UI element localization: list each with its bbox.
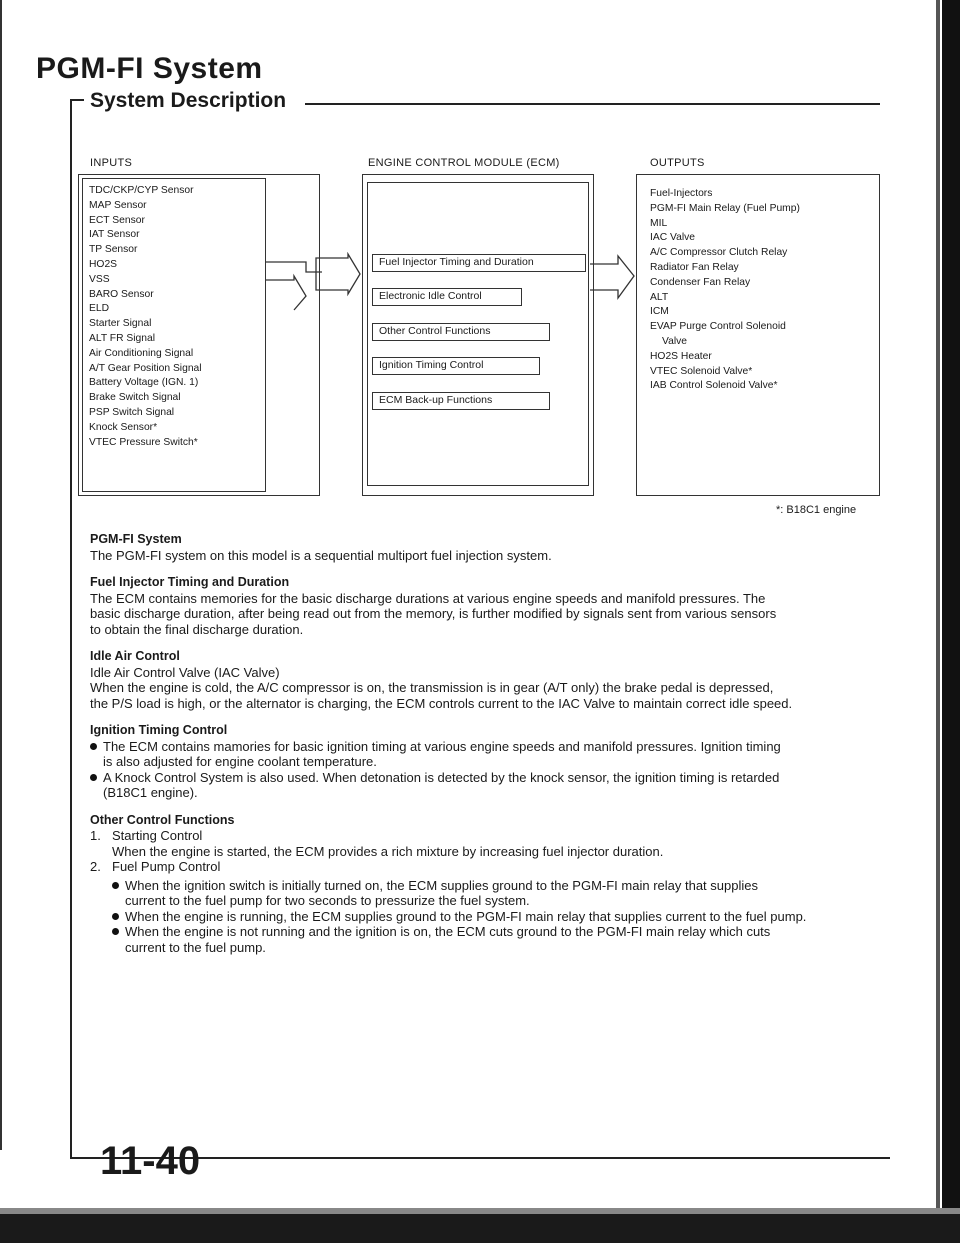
input-item: Battery Voltage (IGN. 1) [89,377,199,389]
output-item: Condenser Fan Relay [650,276,751,288]
input-item: TDC/CKP/CYP Sensor [89,185,194,196]
bullet-icon [90,774,97,781]
output-item: EVAP Purge Control Solenoid [650,321,786,333]
paragraph-fuel-2: basic discharge duration, after being read out from the memory, is further modified by signals sent from various sensors [90,606,777,621]
input-item: Knock Sensor* [89,421,158,433]
bullet-fuel-pump-3-cont: current to the fuel pump. [125,939,266,955]
page-number: 11-40 [100,1139,201,1183]
input-arrow-icon [266,252,362,312]
input-item: Brake Switch Signal [89,392,181,404]
input-item: ECT Sensor [89,214,145,226]
bullet-fuel-pump-3: When the engine is not running and the ignition is on, the ECM cuts ground to the PGM-FI main relay which cuts [90,924,880,940]
input-item: A/T Gear Position Signal [89,362,202,374]
output-item: MIL [650,217,668,229]
output-item: Fuel-Injectors [650,188,713,199]
output-item: IAC Valve [650,232,696,244]
subtitle-rule-right [305,103,880,105]
heading-fuel-injector: Fuel Injector Timing and Duration [90,575,290,589]
bottom-margin-bar [0,1214,960,1243]
output-arrow-icon [590,252,636,302]
paragraph-idle-sub: Idle Air Control Valve (IAC Valve) [90,664,280,680]
output-item: Radiator Fan Relay [650,261,739,273]
paragraph-fuel-1: The ECM contains memories for the basic discharge durations at various engine speeds and manifold pressures. The [90,590,766,606]
paragraph-fuel-3: to obtain the final discharge duration. [90,621,304,637]
outputs-label: OUTPUTS [650,157,705,169]
ecm-function-backup: ECM Back-up Functions [372,392,550,410]
input-item: TP Sensor [89,244,138,256]
subtitle-rule-left-vertical [70,99,72,1159]
paragraph-pgmfi: The PGM-FI system on this model is a sequential multiport fuel injection system. [90,547,552,563]
input-item: VTEC Pressure Switch* [89,436,198,448]
bullet-ignition-2-cont: (B18C1 engine). [103,785,198,800]
output-item: IAB Control Solenoid Valve* [650,380,778,392]
ecm-function-fuel-injector: Fuel Injector Timing and Duration [372,254,586,272]
bullet-ignition-1-cont: is also adjusted for engine coolant temperature. [103,754,377,769]
bullet-icon [90,743,97,750]
ecm-function-ignition-timing: Ignition Timing Control [372,357,540,375]
output-item: Valve [662,335,687,347]
bullet-icon [112,913,119,920]
bullet-icon [112,928,119,935]
input-item: MAP Sensor [89,199,147,211]
left-margin-rule [0,0,2,1150]
output-item: PGM-FI Main Relay (Fuel Pump) [650,202,800,214]
subtitle-rule-left [70,99,84,101]
output-item: VTEC Solenoid Valve* [650,365,753,377]
bullet-fuel-pump-1-cont: current to the fuel pump for two seconds to pressurize the fuel system. [125,893,530,908]
paragraph-starting-control: When the engine is started, the ECM provides a rich mixture by increasing fuel injector duration. [112,843,664,859]
input-item: HO2S [89,258,118,270]
output-item: ALT [650,291,669,303]
heading-ignition-timing: Ignition Timing Control [90,723,228,737]
inputs-list [89,184,269,450]
list-item-fuel-pump-control: 2. Fuel Pump Control [90,859,221,874]
output-item: HO2S Heater [650,350,712,362]
right-margin-shadow [936,0,940,1243]
bullet-ignition-2: A Knock Control System is also used. When detonation is detected by the knock sensor, the ignition timing is retarded [90,770,880,786]
heading-other-control: Other Control Functions [90,812,235,827]
bullet-fuel-pump-2: When the engine is running, the ECM supplies ground to the PGM-FI main relay that supplies current to the fuel pump. [90,909,880,925]
input-item: VSS [89,273,110,285]
input-item: IAT Sensor [89,229,140,241]
input-item: Starter Signal [89,318,152,330]
page-title: PGM-FI System [36,52,263,85]
output-item: ICM [650,306,669,318]
right-margin-bar [942,0,960,1243]
input-item: PSP Switch Signal [89,406,175,418]
ecm-function-other-control: Other Control Functions [372,323,550,341]
output-item: A/C Compressor Clutch Relay [650,247,788,259]
engine-footnote: *: B18C1 engine [776,504,857,516]
body-content [90,532,880,955]
paragraph-idle-2: the P/S load is high, or the alternator is charging, the ECM controls current to the IAC Valve to maintain correct idle speed. [90,695,793,711]
bullet-fuel-pump-1: When the ignition switch is initially turned on, the ECM supplies ground to the PGM-FI main relay that supplies [90,878,880,894]
section-subtitle: System Description [90,89,287,112]
heading-pgmfi-system: PGM-FI System [90,532,182,546]
ecm-function-idle-control: Electronic Idle Control [372,288,522,306]
ecm-label: ENGINE CONTROL MODULE (ECM) [368,157,560,169]
input-item: ALT FR Signal [89,332,156,344]
heading-idle-air-control: Idle Air Control [90,649,180,663]
outputs-list [650,187,875,394]
input-item: BARO Sensor [89,288,154,300]
input-item: Air Conditioning Signal [89,347,194,359]
bullet-icon [112,882,119,889]
bullet-ignition-1: The ECM contains mamories for basic ignition timing at various engine speeds and manifold pressures. Ignition timing [90,739,880,755]
list-item-starting-control: 1. Starting Control [90,828,203,843]
input-item: ELD [89,303,110,315]
paragraph-idle-1: When the engine is cold, the A/C compressor is on, the transmission is in gear (A/T only) the brake pedal is depressed, [90,680,774,695]
inputs-label: INPUTS [90,157,133,169]
